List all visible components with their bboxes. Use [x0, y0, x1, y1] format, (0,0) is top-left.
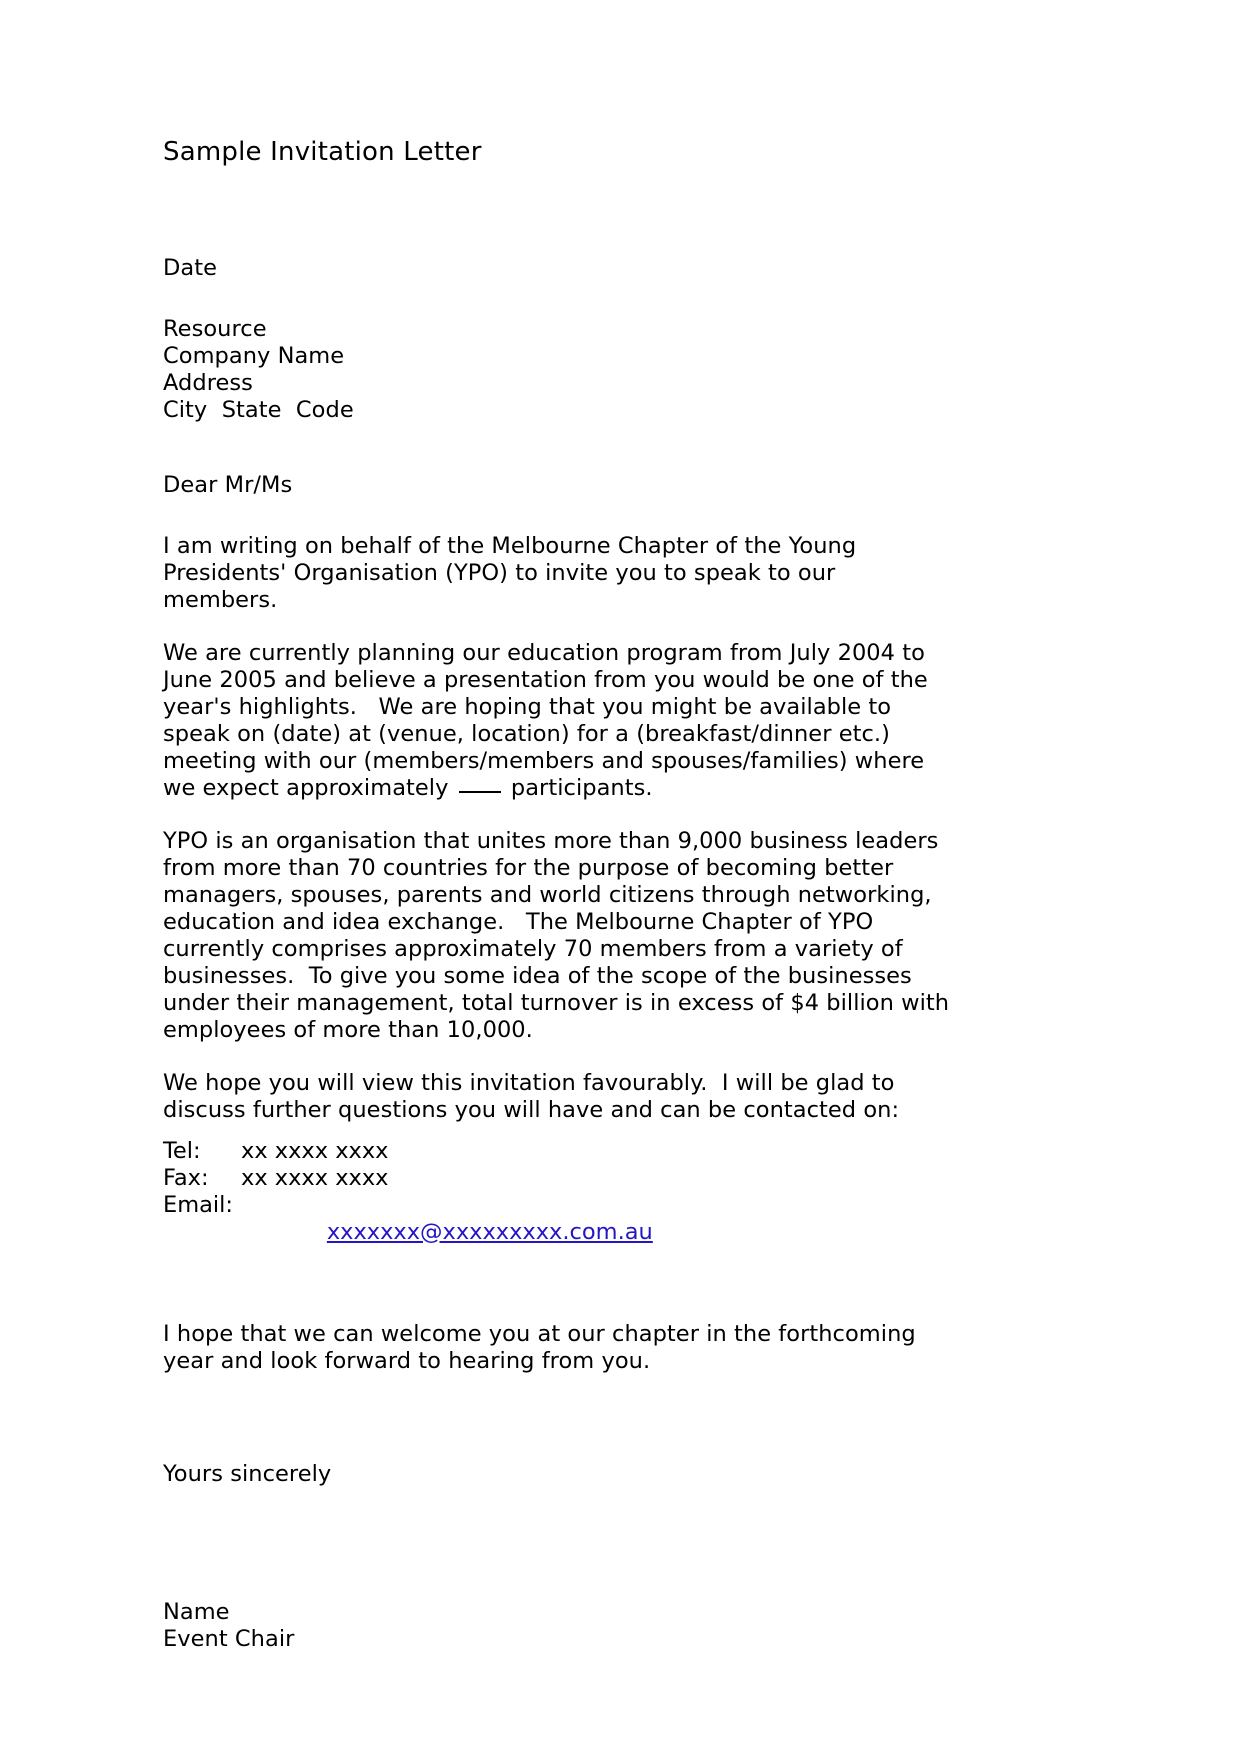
- participants-blank-field[interactable]: [459, 791, 501, 793]
- letter-content: [163, 0, 957, 1653]
- email-link[interactable]: xxxxxxx@xxxxxxxxx.com.au: [326, 1218, 653, 1245]
- table-row: [163, 1138, 653, 1165]
- recipient-address-block: [163, 316, 953, 424]
- tel-label: Tel:: [163, 1137, 201, 1164]
- paragraph-program-text-before: We are currently planning our education program from July 2004 to June 2005 and believe a presentation from you would be one of the year's highlights. We are hoping that you might be available to speak on (date) at (venue, location) for a (breakfast/dinner etc.) meeting with our (members/members and spouses/families) where we expect approximately: [163, 639, 935, 801]
- closing-salutation: Yours sincerely: [163, 1460, 332, 1487]
- recipient-address: Address: [163, 369, 253, 396]
- recipient-resource: Resource: [163, 315, 267, 342]
- paragraph-program: [163, 640, 953, 802]
- paragraph-closing-hope: I hope that we can welcome you at our chapter in the forthcoming year and look forward to hearing from you.: [163, 1320, 923, 1374]
- recipient-company: Company Name: [163, 342, 345, 369]
- table-row: [163, 1165, 653, 1192]
- fax-value: xx xxxx xxxx: [241, 1164, 389, 1191]
- contact-details-table: [163, 1138, 653, 1273]
- signature-block: [163, 1599, 953, 1653]
- fax-label: Fax:: [163, 1164, 209, 1191]
- signature-role: Event Chair: [163, 1625, 295, 1652]
- tel-value: xx xxxx xxxx: [241, 1137, 389, 1164]
- email-label: Email:: [163, 1191, 234, 1218]
- date-line: Date: [163, 254, 217, 281]
- paragraph-program-text-after: participants.: [503, 774, 653, 801]
- page-title: Sample Invitation Letter: [163, 137, 482, 167]
- paragraph-about-ypo: YPO is an organisation that unites more than 9,000 business leaders from more than 70 countries for the purpose of becoming better managers, spouses, parents and world citizens through networking, education and idea exchange. The Melbourne Chapter of YPO currently comprises approximately 70 members from a variety of businesses. To give you some idea of the scope of the businesses under their management, total turnover is in excess of $4 billion with employees of more than 10,000.: [163, 827, 957, 1043]
- recipient-city-state-code: City State Code: [163, 396, 354, 423]
- paragraph-contact-intro: We hope you will view this invitation favourably. I will be glad to discuss further questions you will have and can be contacted on:: [163, 1069, 902, 1123]
- salutation: Dear Mr/Ms: [163, 471, 293, 498]
- signature-name: Name: [163, 1598, 230, 1625]
- table-row: [163, 1192, 653, 1273]
- paragraph-invitation: I am writing on behalf of the Melbourne Chapter of the Young Presidents' Organisation (YPO) to invite you to speak to our members.: [163, 532, 864, 613]
